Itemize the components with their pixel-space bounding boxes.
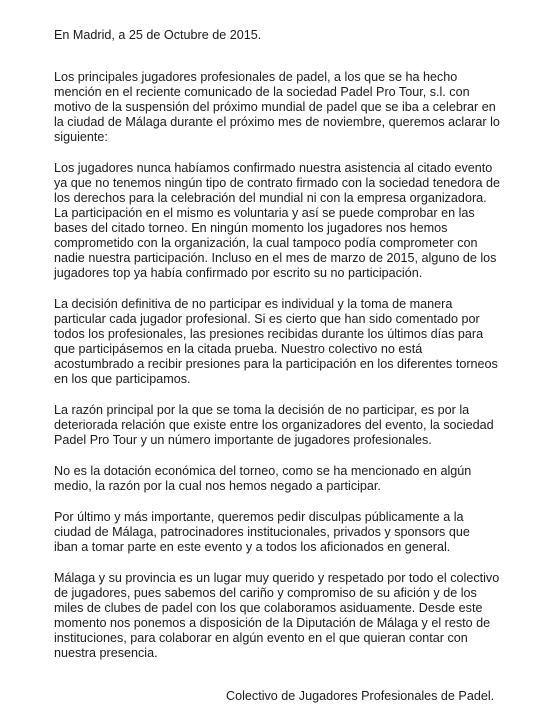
paragraph-line: Málaga y su provincia es un lugar muy querido y respetado por todo el colectivo xyxy=(54,571,500,585)
paragraph-line: Por último y más importante, queremos pedir disculpas públicamente a la xyxy=(54,510,464,524)
paragraph-line: Los jugadores nunca habíamos confirmado nuestra asistencia al citado evento xyxy=(54,161,493,175)
paragraph-line: La razón principal por la que se toma la decisión de no participar, es por la xyxy=(54,403,470,417)
paragraph-line: jugadores top ya había confirmado por escrito su no participación. xyxy=(54,266,423,280)
paragraph-line: comprometido con la organización, la cual tampoco podía comprometer con xyxy=(54,236,478,250)
paragraph-line: deteriorada relación que existe entre los organizadores del evento, la sociedad xyxy=(54,418,494,432)
paragraph-line: todos los profesionales, las presiones recibidas durante los últimos días para xyxy=(54,327,484,341)
paragraph-line: en los que participamos. xyxy=(54,372,191,386)
paragraph-line: La decisión definitiva de no participar es individual y la toma de manera xyxy=(54,297,453,311)
paragraph-line: Los principales jugadores profesionales de padel, a los que se ha hecho xyxy=(54,70,458,84)
paragraph-line: motivo de la suspensión del próximo mundial de padel que se iba a celebrar en xyxy=(54,100,496,114)
paragraph-line: siguiente: xyxy=(54,130,108,144)
date-line: En Madrid, a 25 de Octubre de 2015. xyxy=(54,28,262,42)
paragraph-line: instituciones, para colaborar en algún evento en el que quieran contar con xyxy=(54,631,468,645)
paragraph-line: los derechos para la celebración del mundial ni con la empresa organizadora. xyxy=(54,191,487,205)
paragraph-line: La participación en el mismo es voluntaria y así se puede comprobar en las xyxy=(54,206,475,220)
paragraph-1 xyxy=(54,70,506,145)
paragraph-line: acostumbrado a recibir presiones para la participación en los diferentes torneos xyxy=(54,357,498,371)
paragraph-line: de jugadores, pues sabemos del cariño y compromiso de su afición y de los xyxy=(54,586,477,600)
paragraph-line: particular cada jugador profesional. Si es cierto que han sido comentado por xyxy=(54,312,480,326)
paragraph-line: nuestra presencia. xyxy=(54,646,158,660)
paragraph-line: momento nos ponemos a disposición de la Diputación de Málaga y el resto de xyxy=(54,616,491,630)
signature-line: Colectivo de Jugadores Profesionales de Padel. xyxy=(226,689,495,703)
paragraph-line: que participásemos en la citada prueba. Nuestro colectivo no está xyxy=(54,342,423,356)
paragraph-2 xyxy=(54,161,506,281)
paragraph-line: No es la dotación económica del torneo, como se ha mencionado en algún xyxy=(54,464,472,478)
paragraph-line: iban a tomar parte en este evento y a todos los aficionados en general. xyxy=(54,540,451,554)
paragraph-3 xyxy=(54,297,506,387)
paragraph-line: medio, la razón por la cual nos hemos negado a participar. xyxy=(54,479,381,493)
paragraph-6 xyxy=(54,510,506,555)
paragraph-line: la ciudad de Málaga durante el próximo mes de noviembre, queremos aclarar lo xyxy=(54,115,500,129)
paragraph-line: ya que no tenemos ningún tipo de contrato firmado con la sociedad tenedora de xyxy=(54,176,500,190)
paragraph-4 xyxy=(54,403,506,448)
paragraph-7 xyxy=(54,571,506,661)
paragraph-line: Padel Pro Tour y un número importante de jugadores profesionales. xyxy=(54,433,432,447)
paragraph-line: nadie nuestra participación. Incluso en el mes de marzo de 2015, alguno de los xyxy=(54,251,497,265)
paragraph-line: miles de clubes de padel con los que colaboramos asiduamente. Desde este xyxy=(54,601,483,615)
paragraph-line: mención en el reciente comunicado de la sociedad Padel Pro Tour, s.l. con xyxy=(54,85,470,99)
paragraph-line: ciudad de Málaga, patrocinadores institucionales, privados y sponsors que xyxy=(54,525,470,539)
paragraph-line: bases del citado torneo. En ningún momento los jugadores nos hemos xyxy=(54,221,448,235)
letter-body xyxy=(54,70,506,677)
paragraph-5 xyxy=(54,464,506,494)
